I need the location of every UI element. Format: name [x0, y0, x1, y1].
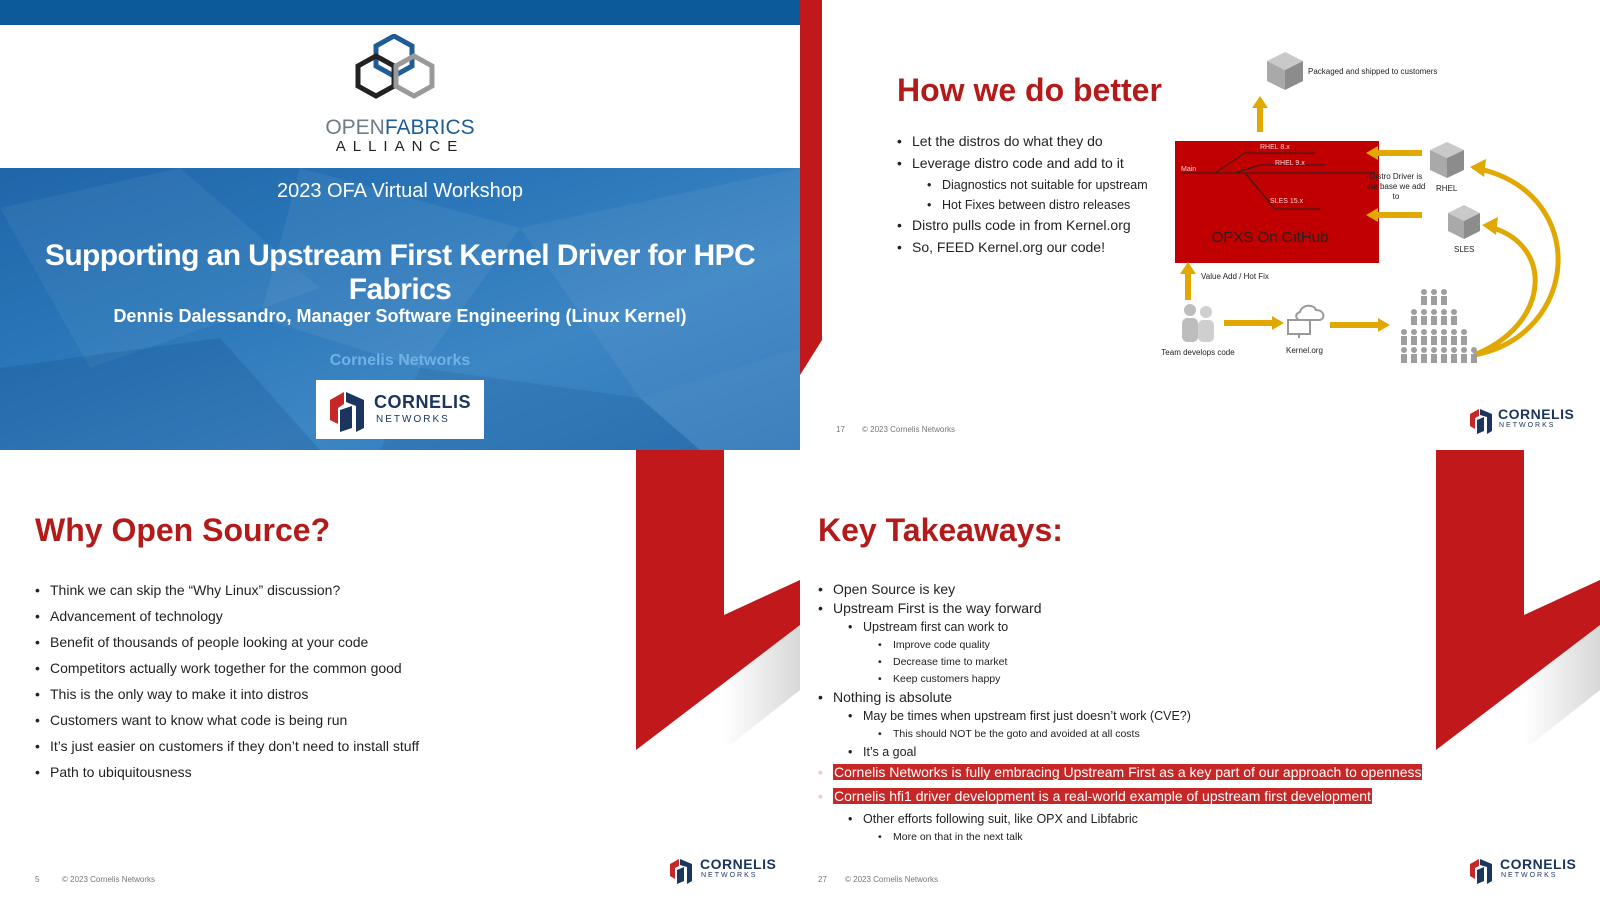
cornelis-wordmark: CORNELIS [1500, 856, 1577, 872]
networks-wordmark: NETWORKS [701, 872, 758, 879]
arrow-right-icon [1224, 316, 1284, 330]
cornelis-mark-icon [326, 388, 368, 432]
list-item: • This is the only way to make it into distros [35, 684, 419, 710]
cloud-computer-icon [1284, 302, 1330, 340]
workshop-name: 2023 OFA Virtual Workshop [276, 180, 524, 202]
why-open-source-slide [0, 450, 800, 900]
value-add-label: Value Add / Hot Fix [1201, 272, 1269, 281]
highlighted-list-item [818, 786, 1422, 810]
ofa-wordmark: OPENFABRICS [325, 116, 475, 139]
list-item: • Path to ubiquitousness [35, 762, 419, 788]
distro-driver-label: Distro Driver is the base we add to [1366, 172, 1426, 201]
cornelis-wordmark: CORNELIS [700, 856, 777, 872]
package-box-icon [1265, 50, 1305, 92]
list-item: • It’s just easier on customers if they don’t need to install stuff [35, 736, 419, 762]
key-takeaways-slide [800, 450, 1600, 900]
company-name: Cornelis Networks [329, 352, 471, 369]
networks-wordmark: NETWORKS [376, 414, 450, 425]
page-number: 5 [35, 875, 40, 884]
branch-sles-label: SLES 15.x [1270, 198, 1304, 205]
list-item: • Open Source is key [818, 580, 1422, 599]
list-item: • May be times when upstream first just doesn’t work (CVE?) [848, 707, 1422, 726]
list-item: • Other efforts following suit, like OPX and Libfabric [848, 810, 1422, 829]
cornelis-mark-icon [1468, 856, 1494, 884]
top-band [0, 0, 800, 25]
bullet-list [35, 580, 419, 788]
how-we-do-better-slide [800, 0, 1600, 450]
list-item: • Diagnostics not suitable for upstream [927, 175, 1148, 195]
list-item: • This should NOT be the goto and avoided at all costs [878, 726, 1422, 743]
list-item: • Improve code quality [878, 637, 1422, 654]
list-item: • Competitors actually work together for the common good [35, 658, 419, 684]
cornelis-wordmark: CORNELIS [1498, 406, 1575, 422]
list-item: • It’s a goal [848, 743, 1422, 762]
customers-crowd-icon [1396, 286, 1480, 366]
copyright: © 2023 Cornelis Networks [62, 875, 156, 884]
arrow-left-icon [1366, 146, 1422, 160]
packaged-label: Packaged and shipped to customers [1308, 67, 1438, 76]
branch-rhel8-label: RHEL 8.x [1260, 144, 1290, 151]
list-item: • Customers want to know what code is being run [35, 710, 419, 736]
title-slide [0, 0, 800, 450]
highlighted-list-item [818, 762, 1422, 786]
team-label: Team develops code [1161, 348, 1235, 357]
networks-wordmark: NETWORKS [1501, 872, 1558, 879]
list-item: • Hot Fixes between distro releases [927, 195, 1148, 215]
arrow-left-icon [1366, 208, 1422, 222]
slide-title: Why Open Source? [35, 512, 331, 548]
red-accent-bar [800, 0, 838, 450]
list-item: • More on that in the next talk [878, 829, 1422, 846]
list-item: • Keep customers happy [878, 671, 1422, 688]
cornelis-logo-box [316, 380, 484, 439]
arrow-right-icon [1330, 318, 1390, 332]
page-number: 17 [836, 425, 845, 434]
slide-title: Key Takeaways: [818, 512, 1063, 548]
slide-title: How we do better [897, 72, 1162, 108]
highlight-text: Cornelis hfi1 driver development is a real-world example of upstream first development [834, 788, 1371, 804]
presentation-title: Supporting an Upstream First Kernel Driver for HPC Fabrics [44, 239, 756, 306]
ofa-hexagon-logo-icon [340, 34, 460, 114]
bullet-list [818, 580, 1422, 846]
arrow-up-icon [1180, 262, 1196, 300]
branch-main-label: Main [1181, 166, 1197, 173]
github-box [1175, 141, 1379, 263]
list-item: • Distro pulls code in from Kernel.org [897, 215, 1148, 237]
author-line: Dennis Dalessandro, Manager Software Engineering (Linux Kernel) [113, 306, 687, 326]
networks-wordmark: NETWORKS [1499, 422, 1556, 429]
team-people-icon [1176, 302, 1222, 346]
kernel-org-label: Kernel.org [1286, 346, 1323, 355]
list-item: • So, FEED Kernel.org our code! [897, 237, 1148, 259]
red-l-graphic [1436, 450, 1600, 750]
list-item: • Benefit of thousands of people looking at your code [35, 632, 419, 658]
branch-rhel9-label: RHEL 9.x [1275, 160, 1305, 167]
list-item: • Nothing is absolute [818, 688, 1422, 707]
curved-arrows [1460, 155, 1600, 365]
copyright: © 2023 Cornelis Networks [862, 425, 956, 434]
list-item: • Upstream First is the way forward [818, 599, 1422, 618]
arrow-up-icon [1252, 96, 1268, 132]
sles-label: SLES [1454, 245, 1475, 254]
list-item: • Think we can skip the “Why Linux” discussion? [35, 580, 419, 606]
list-item: • Let the distros do what they do [897, 131, 1148, 153]
list-item: • Upstream first can work to [848, 618, 1422, 637]
list-item: • Decrease time to market [878, 654, 1422, 671]
copyright: © 2023 Cornelis Networks [845, 875, 939, 884]
red-l-graphic [636, 450, 800, 750]
list-item: • Advancement of technology [35, 606, 419, 632]
ofa-alliance-text: ALLIANCE [335, 138, 465, 155]
highlight-text: Cornelis Networks is fully embracing Upstream First as a key part of our approach to openness [834, 764, 1422, 780]
bullet-list [897, 131, 1148, 259]
github-box-label: OPXS On GitHub [1211, 229, 1329, 246]
cornelis-mark-icon [1468, 406, 1494, 434]
cornelis-mark-icon [668, 856, 694, 884]
list-item: • Leverage distro code and add to it [897, 153, 1148, 175]
page-number: 27 [818, 875, 827, 884]
cornelis-wordmark: CORNELIS [374, 392, 472, 412]
rhel-label: RHEL [1436, 184, 1458, 193]
